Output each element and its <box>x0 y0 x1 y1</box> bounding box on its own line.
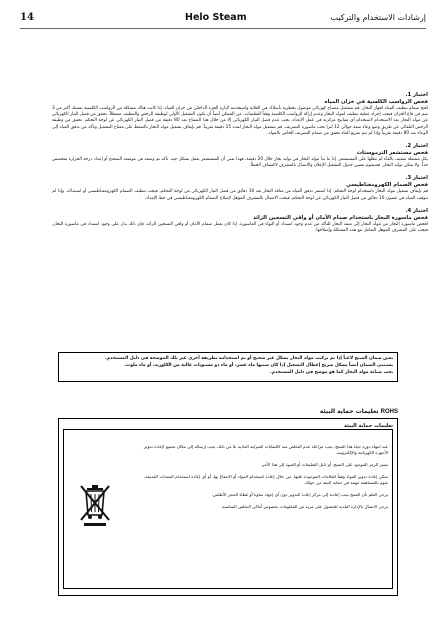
warning-line: يعين ضمان المنتج لاغياً إذا تم تركيب مولد البخار بشكل غير صحيح أو تم استخدامه بطريقة أخرى غير تلك الموضحة في دليل المستخدم. <box>105 356 393 361</box>
test-number: اختبار 2. <box>405 143 428 150</box>
page-number: 14 <box>20 12 34 23</box>
test-title: فحص الرواسب الكلسية في خزان المياه <box>324 99 428 105</box>
test-section-1 <box>52 92 428 137</box>
environmental-text <box>144 444 388 516</box>
header-title: إرشادات الاستخدام والتركيب <box>330 13 426 22</box>
test-number: اختبار 4. <box>405 207 428 214</box>
environmental-inner-frame <box>63 429 393 589</box>
rohs-heading <box>320 408 398 415</box>
page-header <box>20 12 426 28</box>
test-title: فحص مستشعر الترموستات <box>356 150 428 157</box>
test-section-4 <box>52 208 428 234</box>
warranty-warning-box <box>58 352 398 382</box>
test-title: فحص ماسورة البخار باستخدام صمام الأمان أو واقي التسخين الزائد <box>252 214 428 221</box>
brand-title: Helo Steam <box>185 12 247 23</box>
environmental-box <box>58 418 398 596</box>
header-divider <box>20 28 426 29</box>
test-text: افتح صمام تنظيف المياه لجهاز البخار. قم بتشغيل مصباح كهربائي موصول بخطرية بأسلاك في الغلاية واستخدمه لإنارة الجزء الداخلي من خزان المياه. إذا كانت هناك مشكلة من الرواسب الكلسية تمسك أكثر من 3 سم في قاع الخزان فيجب إجراء عملية تنظيف لمولد البخار وعدم إزالة الرواسب الكلسية وفقاً للتعليمات. من الممكن أيضاً أن يكون التشغيل الأولي لوظيفة الرحض والتنظيف منعطلاً. تحقق من فصل التيار الكهربائي عن مولد البخار بعد الاستخدام لاستخدام أي مفاتيح مركزية في عمل الإعداد، يجب عدم فصل التيار الكهربائي إلا من خلال هذا المفتاح بعد 80 دقيقة من فصل التيار الكهربائي عن لوحة التحكم. تحقق من وظيفة الرحض التلقائي عن طريق وضع وعاء سعة حوالي 12 لترا تحت ماسورة التصريف. قم بتشغيل مولد البخار لمدة 15 دقيقة تقريباً. قم بإيقاف تشغيل مولد البخار بالضغط على مفتاح التشغيل وتأكد من تدفق المياه إلى الوعاء بعد 80 دقيقة تقريباً وإذا لم يتم تفريغ الماء تحقق من صمام التصريف الخاص بالمولد. <box>52 106 429 136</box>
warning-line: يجب صيانة مولد البخار كما هو موضح في دليل المستخدم. <box>270 370 393 375</box>
rohs-heading-latin: ROHS <box>380 409 398 415</box>
test-title: فحص الصمام الكهرومغناطيسي <box>346 182 428 189</box>
test-number: اختبار 3. <box>405 175 428 182</box>
test-number: اختبار 1. <box>405 92 428 98</box>
environmental-paragraph: يمكن إعادة تدوير المواد وفقاً للعلامات الموجودة عليها. من خلال إعادة استخدام المواد أو الانتفاع بها، أو أي إعادة استخدام المعدات القديمة، تقوم بالمساهمة مهمة في حماية البيئة من حولك. <box>144 474 388 485</box>
test-text: قم بإيقاف تشغيل مولد البخار باستخدام لوحة التحكم. إذا استمر تدفق المياه من منافذ البخار بعد 10 دقائق من فصل التيار الكهربائي من لوحة التحكم، فيجب تنظيف الصمام الكهرومغناطيسي أو استبداله. وإذا لم تتوقف المياه في غضون 10 دقائق من فصل التيار الكهربائي عن لوحة التحكم، فيجب الاتصال بالمشرف المؤهل لإصلاح الصمام الكهرومغناطيسي في خط الإمداد. <box>52 189 428 201</box>
environmental-box-title: تعليمات حماية البيئة <box>343 423 393 429</box>
test-text: بكل مشغلة ضعيف بالماء لم تطلها على المستشعر. إذا ما بدأ مولد البخار في توليد بخار خلال 20 دقيقة، فهذا يعني أن المستشعر يعمل بشكل جيد. تأكد تم وضعه في موضعه الصحيح أو إعداد درجة الحرارة متخصص جداً. ولا يمكن توليد البخار، فستقوم بتعيين جدول التشغيل الإعلان والاتصال بالمشرف لاكتشاف الخطأ. <box>52 157 428 169</box>
environmental-paragraph: يشير الرمز الموجود على المنتج، أو دليل التعليمات أو العبوة إلى هذا الأمر. <box>260 462 388 467</box>
environmental-paragraph: يرجى الاتصال بالإدارة البلدية للحصول على مزيد من المعلومات بخصوص أماكن التخلص المناسبة. <box>220 504 388 509</box>
environmental-paragraph: يرجى العلم بأن المنتج يجب إعادته إلى مركز إعادة التدوير دون أي إجهاد ساونا أو غطاء الحجر الأطلس. <box>211 492 388 497</box>
test-text: افحص ماسورة البخار من مولد البخار إلى منفذ البخار للتأكد من عدم وجود انسداد أو التواء في الماسورة. إذا كان يعمل صمام الأمان أو واقي التسخين الزائد، فإن ذلك يدل على وجود انسداد في ماسورة البخار، فيجب على المشرف المؤهل التعامل مع هذه المشكلة وإصلاحها. <box>52 221 428 234</box>
warning-line: يستثنى الضمان أيضاً بشكل صريح إعطال التشغيل إذا كان سببها ماء عسر، أو ماء ذو مستويات عالية من الكلوريد، أو ماء ملوث. <box>124 363 393 368</box>
weee-bin-icon <box>78 482 112 528</box>
environmental-paragraph: عند انتهاء دورة حياة هذا المنتج، يجب مراعاة عدم التخلص منه كالنفايات المنزلية العادية بلا من ذلك، يجب إرساله إلى مكان تجميع لإعادة تدوير الأجهزة الكهربائية والإلكترونية. <box>144 444 388 455</box>
rohs-heading-arabic: تعليمات حماية البيئة <box>319 408 379 415</box>
tests-content <box>52 92 428 240</box>
test-section-3 <box>52 175 428 201</box>
test-section-2 <box>52 143 428 169</box>
